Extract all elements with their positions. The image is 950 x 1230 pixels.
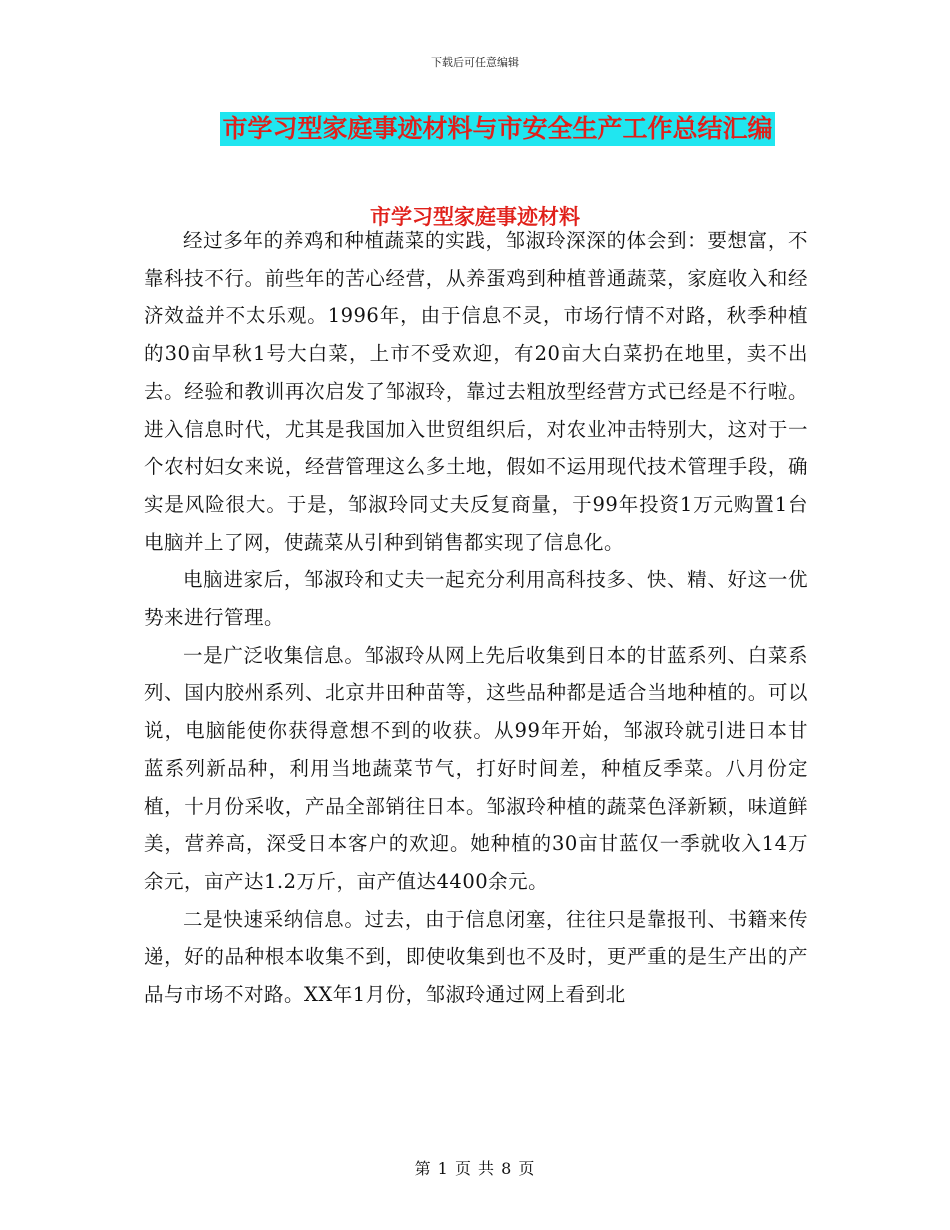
document-title (0, 112, 950, 146)
paragraph: 二是快速采纳信息。过去，由于信息闭塞，往往只是靠报刊、书籍来传递，好的品种根本收集不到，即使收集到也不及时，更严重的是生产出的产品与市场不对路。XX年1月份，邹淑玲通过网上看到北 (144, 907, 808, 1007)
section-title: 市学习型家庭事迹材料 (370, 205, 580, 229)
paragraph: 经过多年的养鸡和种植蔬菜的实践，邹淑玲深深的体会到：要想富，不靠科技不行。前些年的苦心经营，从养蛋鸡到种植普通蔬菜，家庭收入和经济效益并不太乐观。1996年，由于信息不灵，市场行情不对路，秋季种植的30亩早秋1号大白菜，上市不受欢迎，有20亩大白菜扔在地里，卖不出去。经验和教训再次启发了邹淑玲，靠过去粗放型经营方式已经是不行啦。进入信息时代，尤其是我国加入世贸组织后，对农业冲击特别大，这对于一个农村妇女来说，经营管理这么多土地，假如不运用现代技术管理手段，确实是风险很大。于是，邹淑玲同丈夫反复商量，于99年投资1万元购置1台电脑并上了网，使蔬菜从引种到销售都实现了信息化。 (144, 229, 808, 554)
header-note: 下载后可任意编辑 (431, 56, 519, 69)
paragraph: 一是广泛收集信息。邹淑玲从网上先后收集到日本的甘蓝系列、白菜系列、国内胶州系列、北京井田种苗等，这些品种都是适合当地种植的。可以说，电脑能使你获得意想不到的收获。从99年开始，邹淑玲就引进日本甘蓝系列新品种，利用当地蔬菜节气，打好时间差，种植反季菜。八月份定植，十月份采收，产品全部销往日本。邹淑玲种植的蔬菜色泽新颖，味道鲜美，营养高，深受日本客户的欢迎。她种植的30亩甘蓝仅一季就收入14万余元，亩产达1.2万斤，亩产值达4400余元。 (144, 643, 808, 893)
paragraph: 电脑进家后，邹淑玲和丈夫一起充分利用高科技多、快、精、好这一优势来进行管理。 (144, 568, 808, 630)
page-number: 第 1 页 共 8 页 (414, 1159, 536, 1178)
body-text (144, 222, 808, 1014)
document-title-text: 市学习型家庭事迹材料与市安全生产工作总结汇编 (220, 112, 774, 146)
